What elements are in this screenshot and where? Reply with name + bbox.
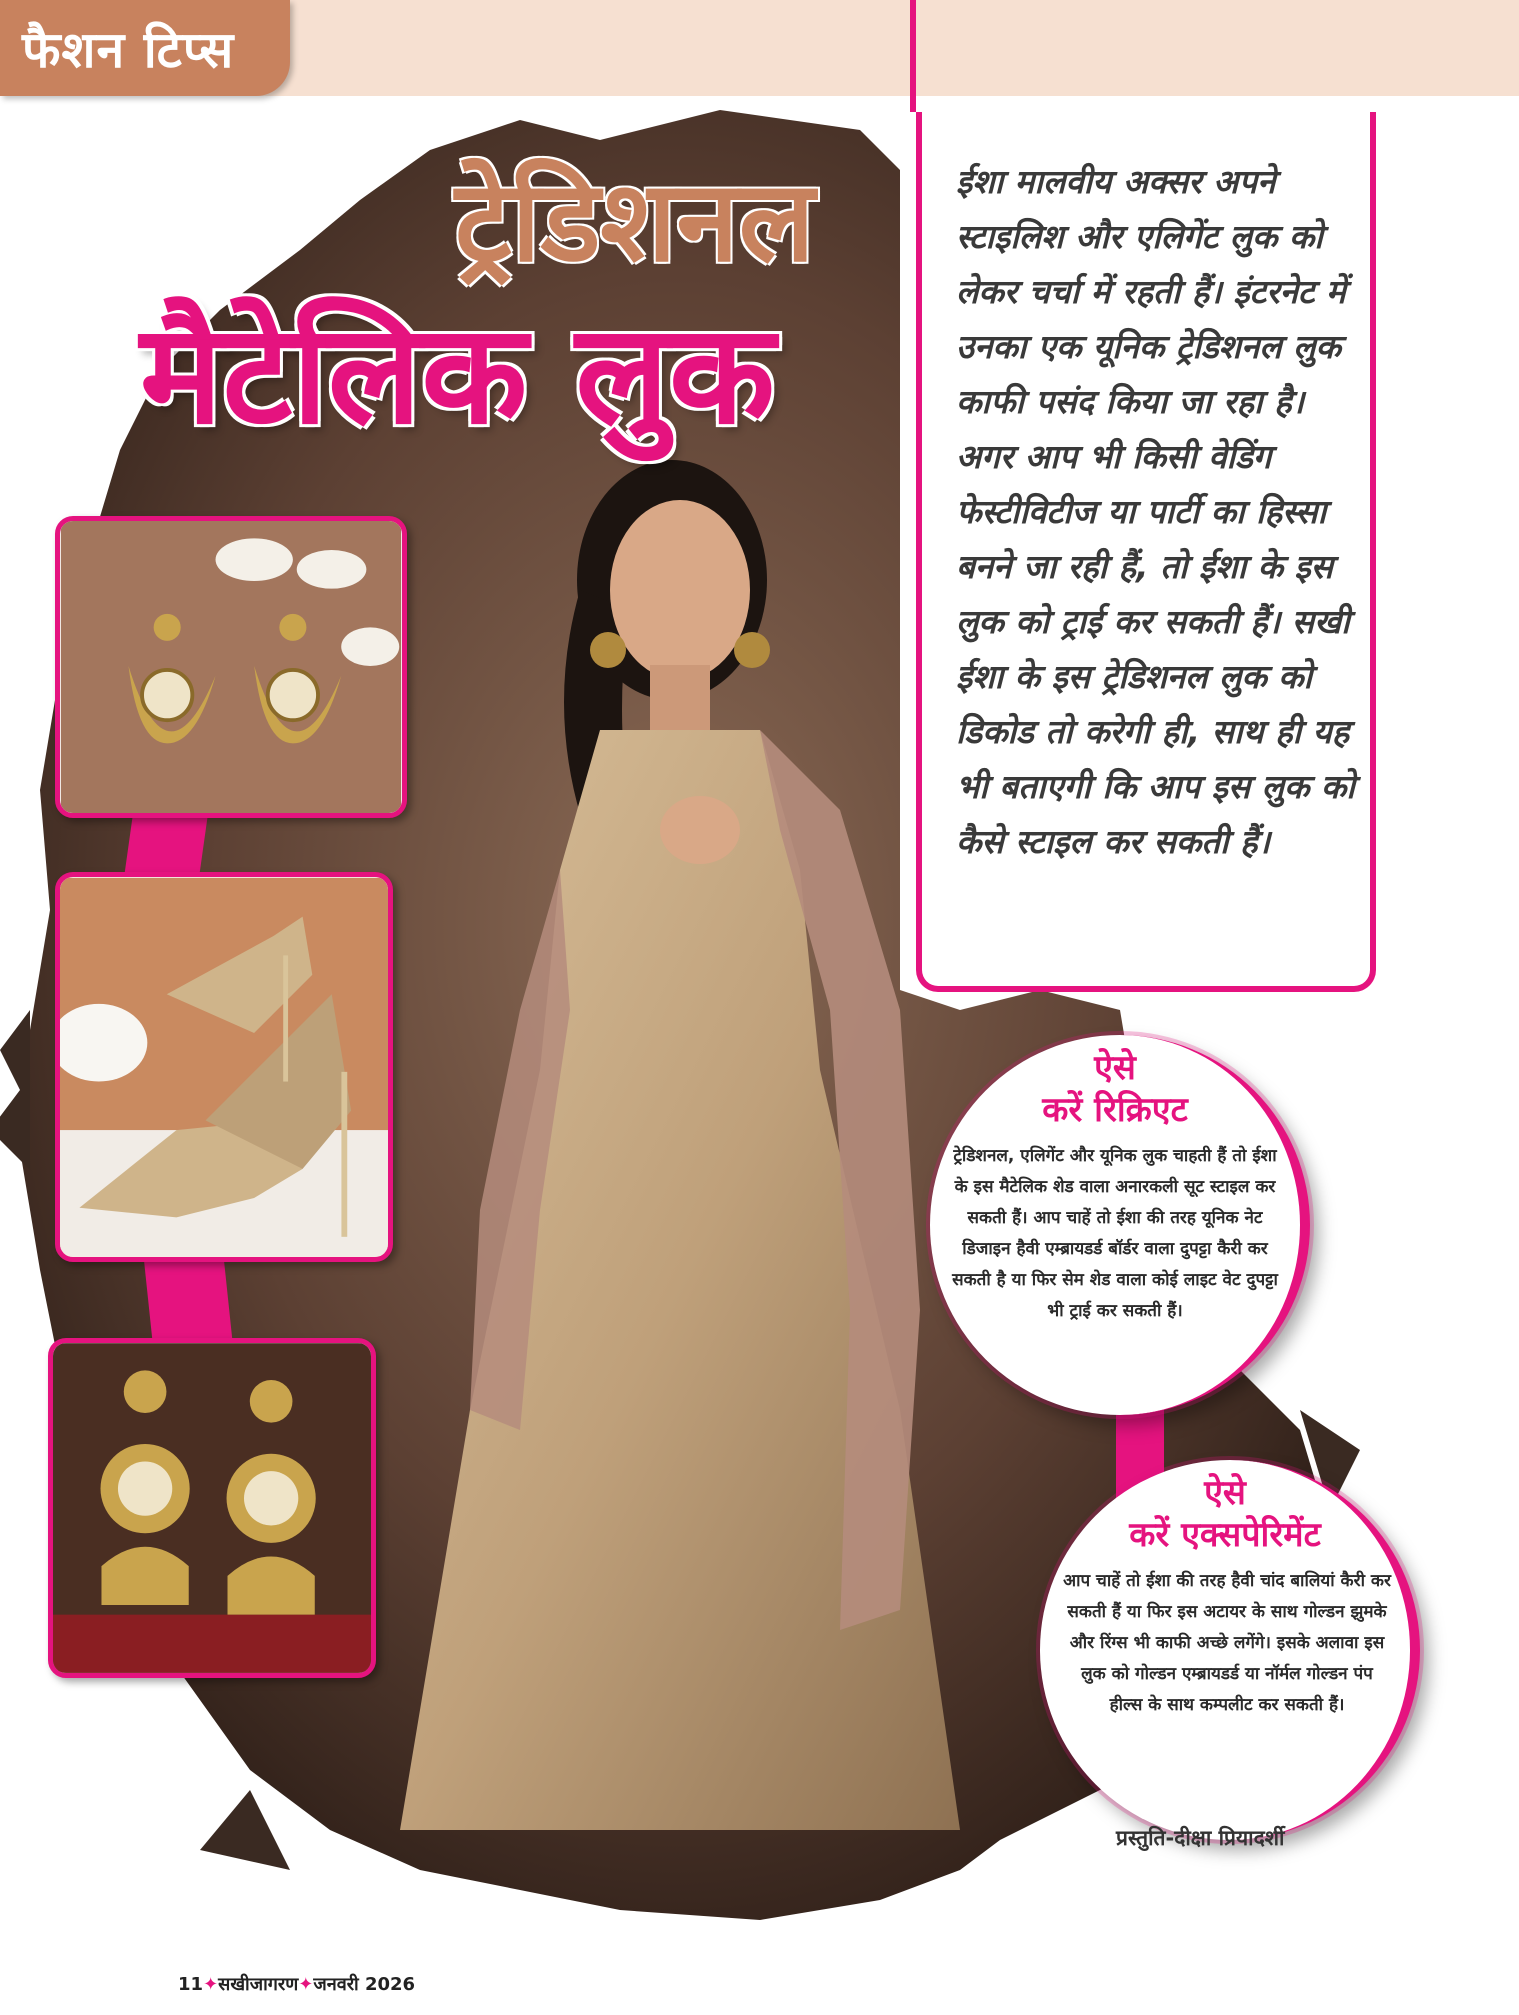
experiment-heading-2: करें एक्सपेरिमेंट [1129, 1515, 1321, 1555]
glitter-heels-image [60, 877, 388, 1257]
footer [178, 1972, 415, 1996]
title-line-2: मैटेलिक लुक [140, 294, 775, 455]
heels-photo [55, 872, 393, 1262]
credit-line: प्रस्तुति-दीक्षा प्रियादर्शी [1116, 1826, 1285, 1850]
intro-box [916, 112, 1376, 992]
experiment-text: आप चाहें तो ईशा की तरह हैवी चांद बालियां कैरी कर सकती हैं या फिर इस अटायर के साथ गोल्डन झुमके और रिंग्स भी काफी अच्छे लगेंगे। इसके अलावा इस लुक को गोल्डन एम्ब्रायडर्ड या नॉर्मल गोल्डन पंप हील्स के साथ कम्पलीट कर सकती हैं। [1063, 1571, 1391, 1715]
section-tab [0, 0, 290, 96]
recreate-heading-1: ऐसे [1094, 1048, 1136, 1088]
footer-separator-icon: ✦ [203, 1974, 219, 1995]
recreate-circle [930, 1035, 1310, 1415]
footer-separator-icon: ✦ [298, 1974, 314, 1995]
chandbali-earrings-image [60, 521, 402, 813]
intro-box-top-rule [910, 0, 916, 112]
recreate-text: ट्रेडिशनल, एलिगेंट और यूनिक लुक चाहती हैं तो ईशा के इस मैटेलिक शेड वाला अनारकली सूट स्टाइल कर सकती हैं। आप चाहें तो ईशा की तरह यूनिक नेट डिजाइन हैवी एम्ब्रायडर्ड बॉर्डर वाला दुपट्टा कैरी कर सकती है या फिर सेम शेड वाला कोई लाइट वेट दुपट्टा भी ट्राई कर सकती हैं। [952, 1146, 1278, 1321]
jhumka-photo [48, 1338, 376, 1678]
page-number: 11 [178, 1974, 204, 1995]
magazine-name: सखीजागरण [218, 1974, 299, 1995]
jhumka-earrings-image [53, 1343, 371, 1673]
experiment-heading-1: ऐसे [1204, 1473, 1246, 1513]
section-label: फैशन टिप्स [22, 21, 235, 79]
issue-date: जनवरी 2026 [313, 1974, 416, 1995]
earrings-photo [55, 516, 407, 818]
intro-text: ईशा मालवीय अक्सर अपने स्टाइलिश और एलिगेंट लुक को लेकर चर्चा में रहती हैं। इंटरनेट में उनका एक यूनिक ट्रेडिशनल लुक काफी पसंद किया जा रहा है। अगर आप भी किसी वेडिंग फेस्टीविटीज या पार्टी का हिस्सा बनने जा रही हैं, तो ईशा के इस लुक को ट्राई कर सकती हैं। सखी ईशा के इस ट्रेडिशनल लुक को डिकोड तो करेगी ही, साथ ही यह भी बताएगी कि आप इस लुक को कैसे स्टाइल कर सकती हैं। [956, 162, 1355, 861]
experiment-circle [1040, 1460, 1420, 1840]
recreate-heading-2: करें रिक्रिएट [1042, 1090, 1188, 1130]
title-line-1: ट्रेडिशनल [455, 157, 815, 287]
